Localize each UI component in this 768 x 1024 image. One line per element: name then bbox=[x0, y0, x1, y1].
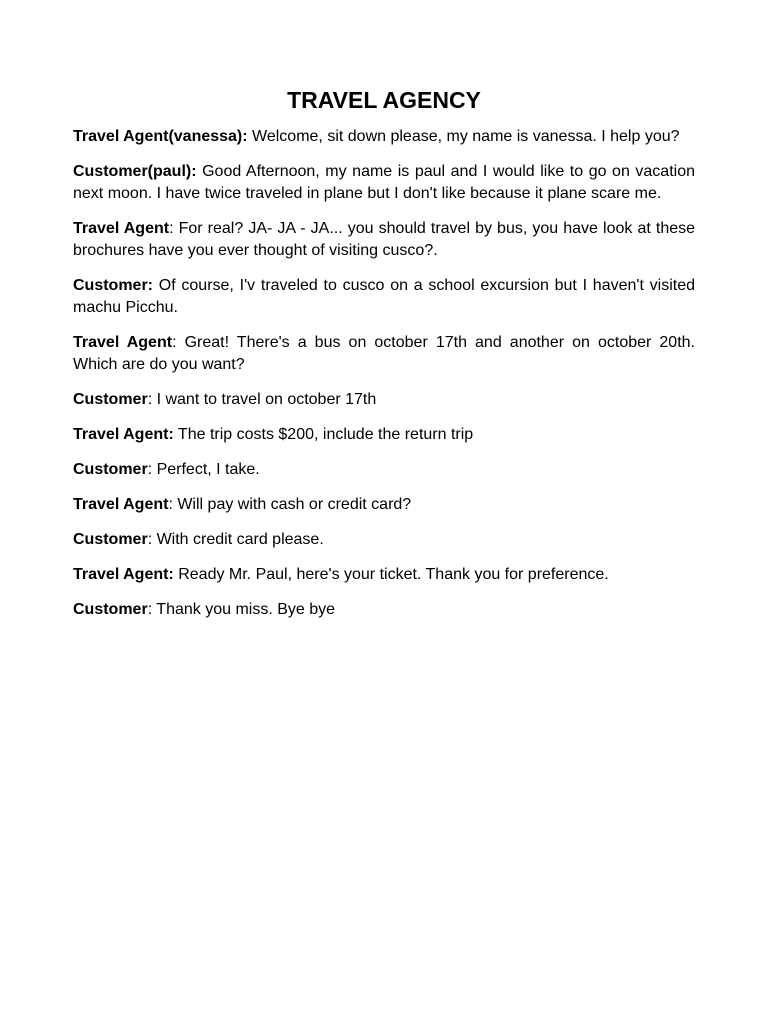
speaker-label: Customer bbox=[73, 391, 148, 408]
speaker-label: Travel Agent(vanessa): bbox=[73, 128, 248, 145]
dialogue-text: : Great! There's a bus on october 17th and another on october 20th. Which are do you want? bbox=[73, 334, 695, 373]
dialogue-line bbox=[73, 564, 695, 586]
dialogue-text: : Will pay with cash or credit card? bbox=[168, 496, 412, 513]
speaker-label: Travel Agent bbox=[73, 334, 173, 351]
speaker-label: Customer bbox=[73, 461, 148, 478]
dialogue-line bbox=[73, 389, 695, 411]
speaker-label: Customer bbox=[73, 531, 148, 548]
dialogue-text: Good Afternoon, my name is paul and I would like to go on vacation next moon. I have twice traveled in plane but I don't like because it plane scare me. bbox=[73, 163, 695, 202]
dialogue-line bbox=[73, 599, 695, 621]
dialogue-line bbox=[73, 332, 695, 376]
dialogue-line bbox=[73, 126, 695, 148]
speaker-label: Customer(paul): bbox=[73, 163, 197, 180]
dialogue-line bbox=[73, 218, 695, 262]
dialogue-text: Of course, I'v traveled to cusco on a school excursion but I haven't visited machu Picchu. bbox=[73, 277, 695, 316]
dialogue-text: : I want to travel on october 17th bbox=[147, 391, 377, 408]
speaker-label: Travel Agent: bbox=[73, 566, 174, 583]
document-title: TRAVEL AGENCY bbox=[287, 87, 481, 113]
dialogue-line bbox=[73, 459, 695, 481]
dialogue-text: : Thank you miss. Bye bye bbox=[147, 601, 336, 618]
dialogue-text: : For real? JA- JA - JA... you should travel by bus, you have look at these brochures have you ever thought of visiting cusco?. bbox=[73, 220, 696, 259]
document-page bbox=[73, 84, 695, 634]
dialogue-line bbox=[73, 275, 695, 319]
dialogue-text: Welcome, sit down please, my name is vanessa. I help you? bbox=[247, 128, 680, 145]
dialogue-text: : Perfect, I take. bbox=[147, 461, 260, 478]
speaker-label: Customer bbox=[73, 601, 148, 618]
dialogue-line bbox=[73, 424, 695, 446]
dialogue-line bbox=[73, 494, 695, 516]
dialogue-line bbox=[73, 161, 695, 205]
dialogue-text: The trip costs $200, include the return trip bbox=[173, 426, 474, 443]
dialogue-line bbox=[73, 529, 695, 551]
dialogue-text: Ready Mr. Paul, here's your ticket. Thank you for preference. bbox=[173, 566, 609, 583]
speaker-label: Customer: bbox=[73, 277, 154, 294]
dialogue-text: : With credit card please. bbox=[147, 531, 324, 548]
speaker-label: Travel Agent bbox=[73, 220, 170, 237]
speaker-label: Travel Agent bbox=[73, 496, 169, 513]
speaker-label: Travel Agent: bbox=[73, 426, 174, 443]
